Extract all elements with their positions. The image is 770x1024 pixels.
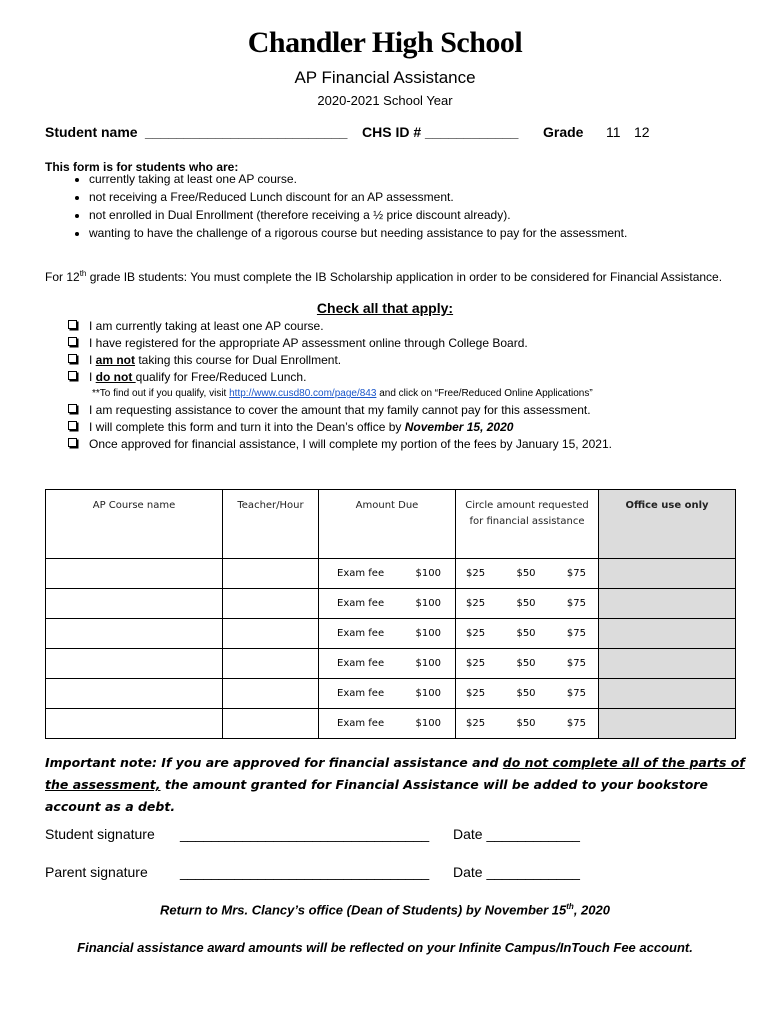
- form-subtitle: AP Financial Assistance: [294, 68, 476, 87]
- office-cell: [599, 589, 736, 619]
- important-note: Important note: If you are approved for financial assistance and do not complete all of the parts of the assessment, the amount granted for Financial Assistance will be added to your bookstore account as a debt.: [45, 755, 745, 814]
- checklist: [68, 318, 612, 453]
- table-header-row: [46, 490, 736, 559]
- checklist-item: I am not taking this course for Dual Enrollment.: [68, 352, 612, 369]
- parent-signature-field[interactable]: ________________________________: [180, 864, 430, 880]
- amount-option[interactable]: $50: [516, 658, 536, 669]
- amount-option[interactable]: $50: [516, 598, 536, 609]
- course-cell[interactable]: [46, 589, 223, 619]
- col-circle-header: Circle amount requested for financial assistance: [456, 490, 599, 559]
- amount-option[interactable]: $50: [516, 688, 536, 699]
- checkbox[interactable]: [68, 421, 77, 430]
- amount-option[interactable]: $75: [566, 658, 586, 669]
- amount-option[interactable]: $50: [516, 628, 536, 639]
- amount-option[interactable]: $25: [466, 598, 486, 609]
- chs-id-field[interactable]: ____________: [425, 124, 519, 140]
- amount-option[interactable]: $75: [566, 598, 586, 609]
- office-cell: [599, 709, 736, 739]
- checkbox[interactable]: [68, 337, 77, 346]
- checkbox[interactable]: [68, 404, 77, 413]
- award-note: Financial assistance award amounts will be reflected on your Infinite Campus/InTouch Fee account.: [77, 940, 693, 955]
- student-signature-field[interactable]: ________________________________: [180, 826, 430, 842]
- table-row: Exam fee $100 $25 $50 $75: [46, 709, 736, 739]
- return-instructions: Return to Mrs. Clancy’s office (Dean of Students) by November 15th, 2020: [160, 902, 610, 918]
- col-office-header: Office use only: [599, 490, 736, 559]
- table-row: Exam fee $100 $25 $50 $75: [46, 619, 736, 649]
- list-item: • wanting to have the challenge of a rigorous course but needing assistance to pay for the assessment.: [89, 224, 769, 242]
- parent-date-field[interactable]: Date ____________: [453, 864, 580, 880]
- amount-option[interactable]: $25: [466, 688, 486, 699]
- col-amount-header: Amount Due: [319, 490, 456, 559]
- checklist-item: I am currently taking at least one AP course.: [68, 318, 612, 335]
- office-cell: [599, 649, 736, 679]
- parent-signature-label: Parent signature: [45, 864, 148, 880]
- checklist-item: I have registered for the appropriate AP assessment online through College Board.: [68, 335, 612, 352]
- checkbox[interactable]: [68, 371, 77, 380]
- amount-option[interactable]: $75: [566, 718, 586, 729]
- col-course-header: AP Course name: [46, 490, 223, 559]
- school-title: Chandler High School: [247, 26, 523, 59]
- grade-label: Grade: [543, 124, 584, 140]
- student-name-field[interactable]: __________________________: [145, 124, 348, 140]
- course-cell[interactable]: [46, 619, 223, 649]
- office-cell: [599, 619, 736, 649]
- course-cell[interactable]: [46, 709, 223, 739]
- eligibility-intro: This form is for students who are:: [45, 160, 239, 174]
- student-name-label: Student name: [45, 124, 138, 140]
- checkbox[interactable]: [68, 320, 77, 329]
- checklist-item: I am requesting assistance to cover the amount that my family cannot pay for this assessment.: [68, 402, 612, 419]
- list-item: • currently taking at least one AP course.: [89, 170, 769, 188]
- table-row: Exam fee $100 $25 $50 $75: [46, 559, 736, 589]
- list-item: • not enrolled in Dual Enrollment (therefore receiving a ½ price discount already).: [89, 206, 769, 224]
- student-signature-label: Student signature: [45, 826, 155, 842]
- lunch-link[interactable]: http://www.cusd80.com/page/843: [229, 388, 377, 399]
- fee-table: [45, 489, 736, 739]
- checkbox[interactable]: [68, 354, 77, 363]
- amount-option[interactable]: $25: [466, 628, 486, 639]
- table-row: Exam fee $100 $25 $50 $75: [46, 679, 736, 709]
- amount-option[interactable]: $75: [566, 688, 586, 699]
- checklist-title: Check all that apply:: [316, 300, 454, 316]
- checkbox[interactable]: [68, 438, 77, 447]
- checklist-item: I will complete this form and turn it into the Dean’s office by November 15, 2020: [68, 419, 612, 436]
- teacher-cell[interactable]: [223, 649, 319, 679]
- course-cell[interactable]: [46, 559, 223, 589]
- teacher-cell[interactable]: [223, 559, 319, 589]
- chs-id-label: CHS ID #: [362, 124, 422, 140]
- col-teacher-header: Teacher/Hour: [223, 490, 319, 559]
- grade-12-option[interactable]: 12: [634, 124, 650, 140]
- course-cell[interactable]: [46, 679, 223, 709]
- amount-option[interactable]: $50: [516, 718, 536, 729]
- amount-option[interactable]: $75: [566, 568, 586, 579]
- teacher-cell[interactable]: [223, 589, 319, 619]
- table-row: Exam fee $100 $25 $50 $75: [46, 649, 736, 679]
- teacher-cell[interactable]: [223, 619, 319, 649]
- eligibility-list: [45, 170, 769, 242]
- teacher-cell[interactable]: [223, 679, 319, 709]
- checklist-item: Once approved for financial assistance, I will complete my portion of the fees by January 15, 2021.: [68, 436, 612, 453]
- office-cell: [599, 559, 736, 589]
- list-item: • not receiving a Free/Reduced Lunch discount for an AP assessment.: [89, 188, 769, 206]
- student-date-field[interactable]: Date ____________: [453, 826, 580, 842]
- grade-11-option[interactable]: 11: [606, 124, 621, 140]
- amount-option[interactable]: $75: [566, 628, 586, 639]
- school-year: 2020-2021 School Year: [317, 93, 453, 108]
- lunch-hint: **To find out if you qualify, visit http://www.cusd80.com/page/843 and click on “Free/Reduced Online Applications”: [92, 388, 593, 399]
- amount-option[interactable]: $50: [516, 568, 536, 579]
- teacher-cell[interactable]: [223, 709, 319, 739]
- course-cell[interactable]: [46, 649, 223, 679]
- amount-option[interactable]: $25: [466, 568, 486, 579]
- amount-option[interactable]: $25: [466, 718, 486, 729]
- office-cell: [599, 679, 736, 709]
- amount-option[interactable]: $25: [466, 658, 486, 669]
- checklist-item: I do not qualify for Free/Reduced Lunch.: [68, 369, 612, 386]
- ib-note: For 12th grade IB students: You must complete the IB Scholarship application in order to be considered for Financial Assistance.: [45, 269, 723, 284]
- table-row: Exam fee $100 $25 $50 $75: [46, 589, 736, 619]
